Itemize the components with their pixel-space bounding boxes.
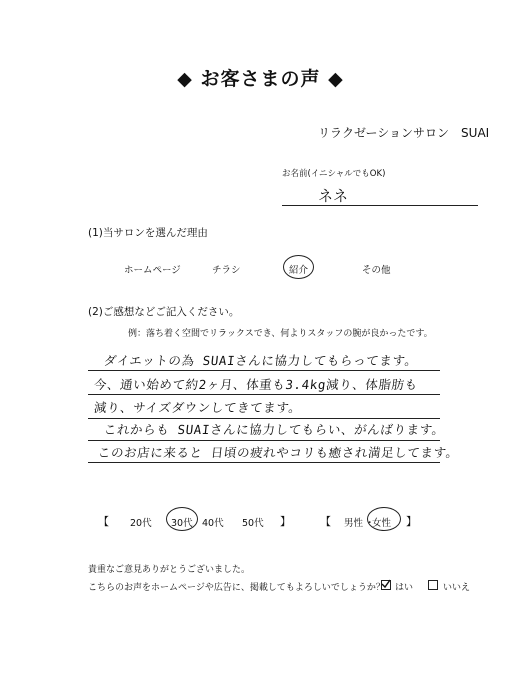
q1-option-other: その他 [362,265,391,276]
comment-rule-5 [88,462,440,463]
age-option-30s: 30代 [171,518,193,529]
age-option-50s: 50代 [242,518,264,529]
gender-bracket-close: 】 [406,515,417,528]
name-field-value: ネネ [318,187,349,205]
gender-separator: ・ [365,518,375,529]
gender-bracket-open: 【 [320,515,331,528]
age-bracket-close: 】 [280,515,291,528]
comment-line-2: 今、通い始めて約2ヶ月、体重も3.4kg減り、体脂肪も [93,377,419,392]
age-selection-circle [166,507,198,531]
gender-selection-circle [367,507,401,531]
no-checkbox [428,580,438,590]
comment-line-1: ダイエットの為 SUAIさんに協力してもらってます。 [103,353,419,368]
comment-line-5: このお店に来ると 日頃の疲れやコリも癒され満足してます。 [97,445,460,460]
name-field-label: お名前(イニシャルでもOK) [282,169,386,179]
gender-option-male: 男性 [344,518,364,529]
comment-rule-3 [88,418,440,419]
comment-rule-1 [88,370,440,371]
name-underline [282,205,478,206]
comment-line-4: これからも SUAIさんに協力してもらい、がんばります。 [103,422,446,437]
q2-example: 例：落ち着く空間でリラックスでき、何よりスタッフの腕が良かったです。 [128,329,433,339]
page-title: ◆ お客さまの声 ◆ [177,68,344,90]
salon-name: リラクゼーションサロン SUAI [318,126,490,140]
no-option-label: いいえ [443,583,471,593]
q1-selection-circle [283,255,314,279]
footer-publish-question: こちらのお声をホームページや広告に、掲載してもよろしいでしょうか？ [88,583,385,593]
q1-option-flyer: チラシ [212,265,241,276]
yes-option-label: はい [395,583,414,593]
q1-option-homepage: ホームページ [124,265,181,276]
age-option-40s: 40代 [202,518,224,529]
age-bracket-open: 【 [98,515,109,528]
comment-rule-2 [88,394,440,395]
comment-line-3: 減り、サイズダウンしてきてます。 [93,400,303,415]
gender-option-female: 女性 [372,518,392,529]
comment-rule-4 [88,440,440,441]
check-mark-icon [381,579,391,589]
q2-label: (2)ご感想などご記入ください。 [88,306,240,318]
yes-checkbox [381,580,391,590]
age-option-20s: 20代 [130,518,152,529]
footer-thanks: 貴重なご意見ありがとうございました。 [88,565,251,575]
q1-label: (1)当サロンを選んだ理由 [88,227,208,239]
q1-option-referral: 紹介 [289,265,309,276]
